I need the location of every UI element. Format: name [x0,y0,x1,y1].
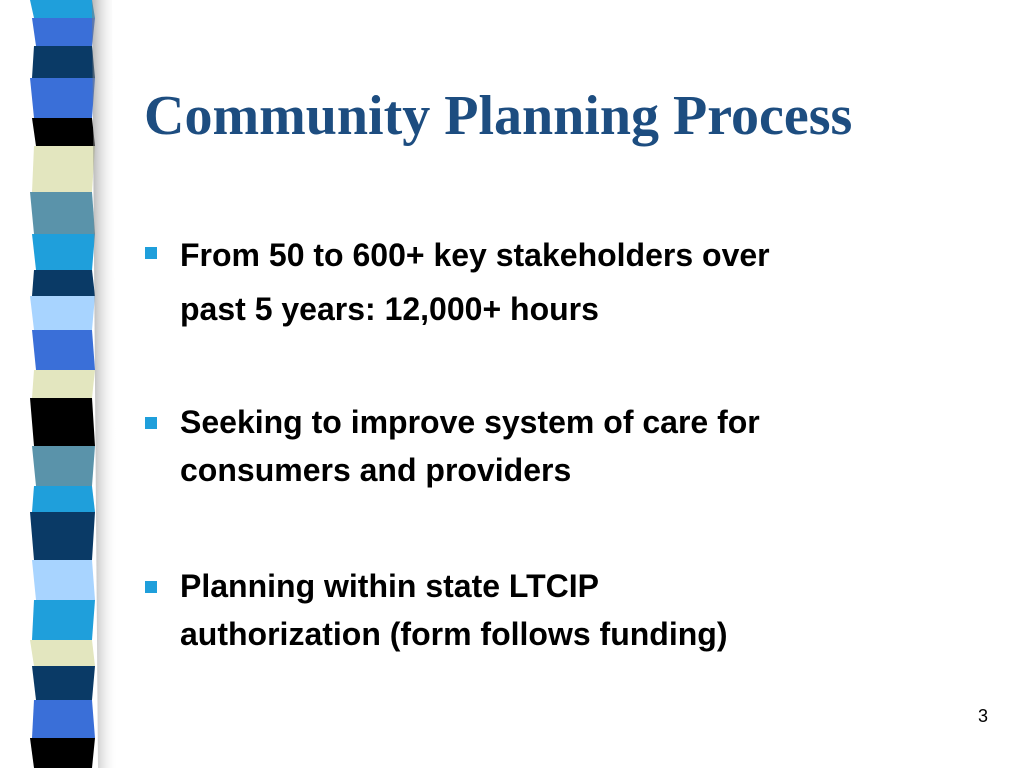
bullet-line: Planning within state LTCIP [180,568,599,604]
stripe-segment [30,512,95,560]
stripe-segment [30,738,95,768]
slide-title: Community Planning Process [144,85,853,147]
slide-number: 3 [977,706,988,726]
bullet-text [180,562,1000,658]
stripe-segment [32,370,95,398]
stripe-segment [32,600,95,640]
stripe-segment [30,0,95,18]
stripe-segment [32,560,95,600]
stripe-segment [32,330,95,370]
stripe-segment [32,146,95,192]
decorative-stripe [0,0,140,768]
bullet-text [180,398,1000,494]
stripe-segment [32,700,95,738]
stripe-shadow [92,0,118,768]
bullet-text [180,228,1000,336]
stripe-segment [32,270,95,296]
stripe-segment [30,296,95,330]
stripe-segment [32,446,95,486]
bullet-line: Seeking to improve system of care for [180,404,760,440]
bullet-line: authorization (form follows funding) [180,616,728,652]
stripe-segment [30,640,95,666]
bullet-line: From 50 to 600+ key stakeholders over [180,237,770,273]
stripe-segment [32,18,95,46]
stripe-segment [30,78,95,118]
stripe-segment [32,46,95,78]
square-bullet-icon [145,417,157,429]
stripe-segment [32,666,95,700]
stripe-segment [32,486,95,512]
stripe-segment [32,118,95,146]
bullet-line: past 5 years: 12,000+ hours [180,291,599,327]
stripe-segment [30,192,95,234]
stripe-segments [30,0,95,768]
bullet-line: consumers and providers [180,452,572,488]
stripe-segment [32,234,95,270]
square-bullet-icon [145,581,157,593]
square-bullet-icon [145,247,157,259]
stripe-segment [30,398,95,446]
